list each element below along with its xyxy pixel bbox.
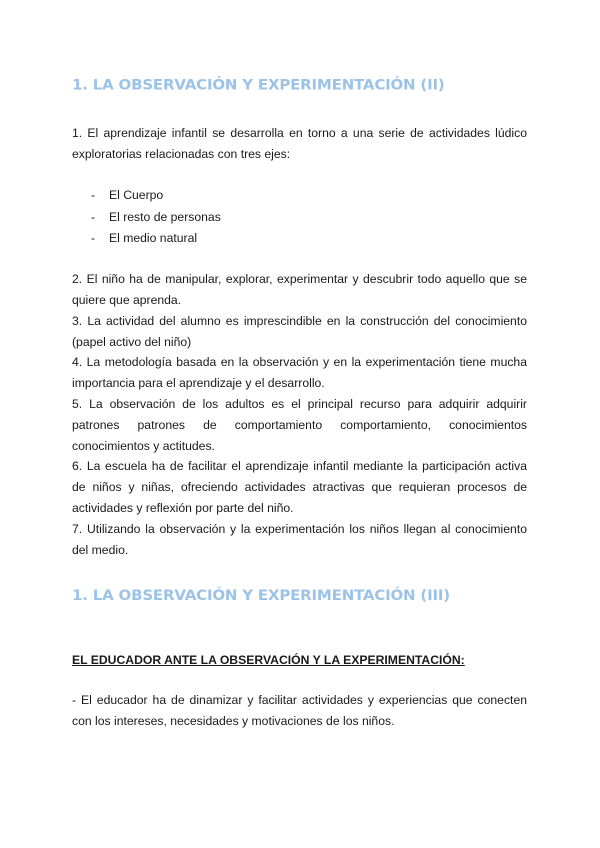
educator-subheading: EL EDUCADOR ANTE LA OBSERVACIÓN Y LA EXPERIMENTACIÓN: — [72, 653, 465, 667]
point-4: 4. La metodología basada en la observación y en la experimentación tiene mucha importancia para el aprendizaje y el desarrollo. — [72, 355, 527, 390]
bullet-dash: - — [91, 188, 96, 202]
point-3: 3. La actividad del alumno es imprescindible en la construcción del conocimiento (papel activo del niño) — [72, 314, 527, 349]
point-2: 2. El niño ha de manipular, explorar, experimentar y descubrir todo aquello que se quiere que aprenda. — [72, 272, 527, 307]
list-item-text: El medio natural — [109, 231, 198, 245]
bullet-dash: - — [91, 231, 96, 245]
point-6: 6. La escuela ha de facilitar el aprendizaje infantil mediante la participación activa de niños y niñas, ofreciendo actividades atractivas que requieran procesos de actividades y reflexión por parte del niño. — [72, 459, 527, 515]
point-5: 5. La observación de los adultos es el principal recurso para adquirir adquirir patrones patrones de comportamiento comportamiento, conocimientos conocimientos y actitudes. — [72, 397, 527, 453]
intro-paragraph: 1. El aprendizaje infantil se desarrolla en torno a una serie de actividades lúdico exploratorias relacionadas con tres ejes: — [72, 126, 527, 161]
axes-list — [72, 185, 221, 250]
list-item-text: El Cuerpo — [109, 188, 164, 202]
section-heading-ii: 1. LA OBSERVACIÓN Y EXPERIMENTACIÓN (II) — [72, 76, 445, 94]
bullet-dash: - — [91, 209, 96, 224]
list-item — [72, 228, 221, 250]
list-item-text: El resto de personas — [109, 209, 221, 224]
point-7: 7. Utilizando la observación y la experimentación los niños llegan al conocimiento del medio. — [72, 522, 527, 557]
list-item — [72, 185, 221, 207]
list-item — [72, 207, 221, 229]
section-heading-iii: 1. LA OBSERVACIÓN Y EXPERIMENTACIÓN (III) — [72, 586, 450, 604]
educator-paragraph: - El educador ha de dinamizar y facilitar actividades y experiencias que conecten con los intereses, necesidades y motivaciones de los niños. — [72, 693, 527, 728]
